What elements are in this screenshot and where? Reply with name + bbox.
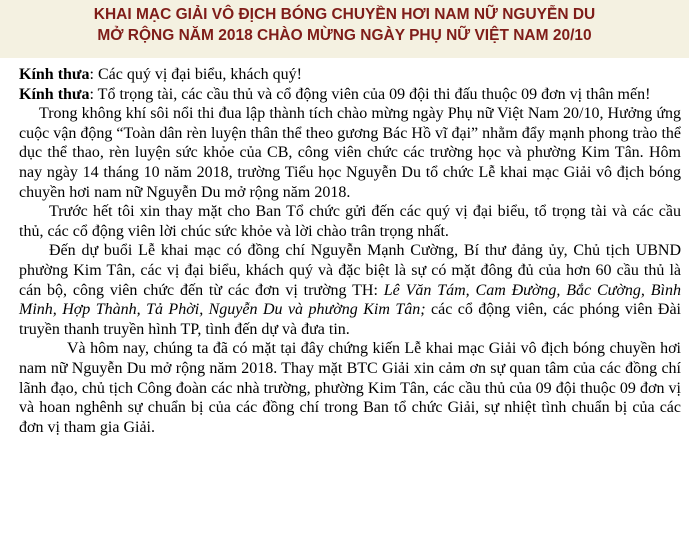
paragraph-3-end: các cổ động viên, các phóng viên Đài truyền thanh truyền hình TP, tình đến dự và đưa tin. — [19, 301, 681, 338]
paragraph-1: Trong không khí sôi nổi thi đua lập thành tích chào mừng ngày Phụ nữ Việt Nam 20/10, Hưởng ứng cuộc vận động “Toàn dân rèn luyện thân thể theo gương Bác Hồ vĩ đại” nhằm đẩy mạnh phong trào thể dục thể thao, rèn luyện sức khỏe của CB, công viên chức các trường học và phường Kim Tân. Hôm nay ngày 14 tháng 10 năm 2018, trường Tiểu học Nguyễn Du tổ chức Lễ khai mạc Giải vô địch bóng chuyền hơi nam nữ Nguyễn Du mở rộng năm 2018. — [19, 105, 681, 201]
greeting-1 — [19, 65, 681, 85]
greeting-label: Kính thưa — [19, 66, 90, 83]
paragraph-3 — [19, 241, 681, 339]
greeting-2 — [19, 85, 681, 105]
greeting-label: Kính thưa — [19, 85, 90, 103]
speech-body — [19, 65, 681, 437]
greeting-text: : Tổ trọng tài, các cầu thủ và cổ động viên của 09 đội thi đấu thuộc 09 đơn vị thân mến! — [89, 85, 651, 103]
paragraph-4: Và hôm nay, chúng ta đã có mặt tại đây chứng kiến Lễ khai mạc Giải vô địch bóng chuyền hơi nam nữ Nguyễn Du mở rộng năm 2018. Thay mặt BTC Giải xin cảm ơn sự quan tâm của các đồng chí lãnh đạo, chủ tịch Công đoàn các nhà trường, phường Kim Tân, các cầu thủ của 09 đội thuộc 09 đơn vị và hoan nghênh sự chuẩn bị của các đồng chí trong Ban tổ chức Giải, sự nhiệt tình chuẩn bị của các đơn vị tham gia Giải. — [19, 340, 681, 436]
title-banner — [0, 0, 689, 58]
paragraph-2: Trước hết tôi xin thay mặt cho Ban Tổ chức gửi đến các quý vị đại biểu, tổ trọng tài và các cầu thủ, các cổ động viên lời chúc sức khỏe và lời chào trân trọng nhất. — [19, 203, 681, 240]
school-list: Lê Văn Tám, Cam Đường, Bắc Cường, Bình Minh, Hợp Thành, Tả Phời, Nguyễn Du và phường Kim Tân; — [19, 281, 682, 319]
page-title — [0, 4, 689, 46]
paragraph-3-start: Đến dự buổi Lễ khai mạc có đồng chí Nguyễn Mạnh Cường, Bí thư đảng ủy, Chủ tịch UBND phường Kim Tân, các vị đại biểu, khách quý và đặc biệt là sự có mặt đông đủ của hơn 60 cầu thủ là cán bộ, công viên chức đến từ các đơn vị trường TH: — [19, 242, 681, 299]
greeting-text: : Các quý vị đại biểu, khách quý! — [89, 66, 302, 83]
title-line-1: KHAI MẠC GIẢI VÔ ĐỊCH BÓNG CHUYỀN HƠI NAM NỮ NGUYỄN DU — [93, 6, 596, 23]
title-line-2: MỞ RỘNG NĂM 2018 CHÀO MỪNG NGÀY PHỤ NỮ VIỆT NAM 20/10 — [97, 27, 592, 44]
